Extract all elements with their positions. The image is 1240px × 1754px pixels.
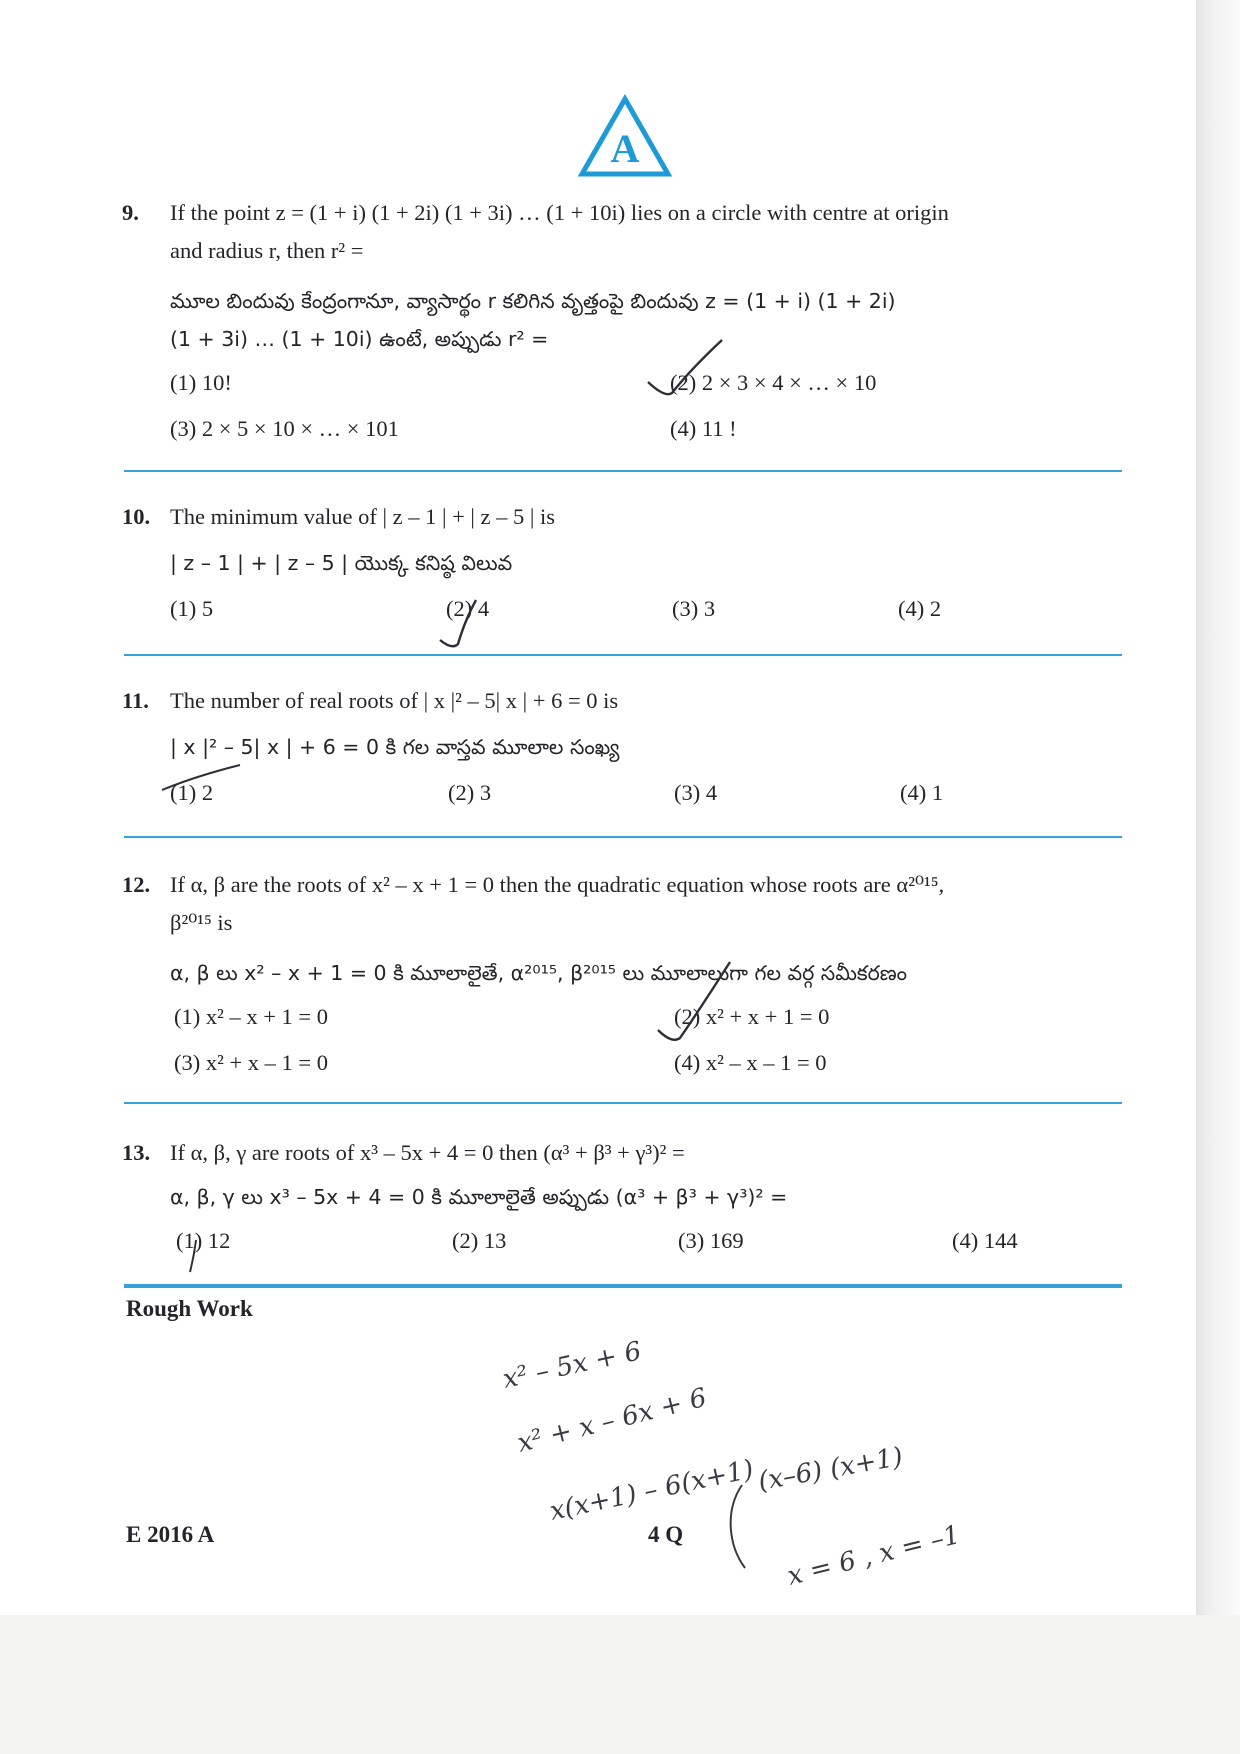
option-3[interactable]: (3) 4 bbox=[674, 780, 718, 805]
option-1[interactable]: (1) 2 bbox=[170, 780, 214, 805]
option-2[interactable]: (2) 3 bbox=[448, 780, 492, 805]
page-edge-shadow bbox=[1196, 0, 1240, 1620]
question-text-te: | x |² – 5| x | + 6 = 0 కి గల వాస్తవ మూలాల సంఖ్య bbox=[170, 735, 620, 759]
question-text-en-cont: and radius r, then r² = bbox=[170, 238, 364, 263]
option-4[interactable]: (4) 144 bbox=[952, 1228, 1018, 1253]
option-3[interactable]: (3) 2 × 5 × 10 × … × 101 bbox=[170, 416, 399, 441]
rough-note: (x–6) (x+1) bbox=[756, 1441, 906, 1497]
question-text-en: If α, β are the roots of x² – x + 1 = 0 then the quadratic equation whose roots are α²⁰¹⁵, bbox=[170, 872, 945, 897]
option-4[interactable]: (4) 1 bbox=[900, 780, 944, 805]
option-2[interactable]: (2) 13 bbox=[452, 1228, 507, 1253]
question-text-en-cont: β²⁰¹⁵ is bbox=[170, 910, 233, 935]
option-3[interactable]: (3) x² + x – 1 = 0 bbox=[174, 1050, 328, 1075]
booklet-code: E 2016 A bbox=[126, 1522, 215, 1547]
option-1[interactable]: (1) x² – x + 1 = 0 bbox=[174, 1004, 328, 1029]
question-text-te: α, β లు x² – x + 1 = 0 కి మూలాలైతే, α²⁰¹⁵, β²⁰¹⁵ లు మూలాలుగా గల వర్గ సమీకరణం bbox=[170, 961, 908, 985]
question-number: 12. bbox=[122, 872, 151, 897]
question-divider bbox=[124, 654, 1122, 656]
booklet-series-badge bbox=[578, 94, 672, 178]
option-4[interactable]: (4) 11 ! bbox=[670, 416, 737, 441]
scanner-background bbox=[0, 1615, 1240, 1754]
option-1[interactable]: (1) 12 bbox=[176, 1228, 231, 1253]
page-number: 4 Q bbox=[648, 1522, 684, 1547]
option-4[interactable]: (4) x² – x – 1 = 0 bbox=[674, 1050, 827, 1075]
option-2[interactable]: (2) 4 bbox=[446, 596, 490, 621]
rough-note: x = 6 , x = –1 bbox=[784, 1519, 964, 1592]
rough-note: x(x+1) – 6(x+1) bbox=[547, 1454, 757, 1527]
question-number: 11. bbox=[122, 688, 149, 713]
option-2[interactable]: (2) x² + x + 1 = 0 bbox=[674, 1004, 830, 1029]
option-3[interactable]: (3) 169 bbox=[678, 1228, 744, 1253]
rough-note: x² – 5x + 6 bbox=[500, 1336, 645, 1395]
question-number: 13. bbox=[122, 1140, 151, 1165]
option-4[interactable]: (4) 2 bbox=[898, 596, 942, 621]
option-2[interactable]: (2) 2 × 3 × 4 × … × 10 bbox=[670, 370, 877, 395]
question-text-en: If the point z = (1 + i) (1 + 2i) (1 + 3i) … (1 + 10i) lies on a circle with centre at origin bbox=[170, 200, 949, 225]
option-1[interactable]: (1) 5 bbox=[170, 596, 214, 621]
question-text-te: α, β, γ లు x³ – 5x + 4 = 0 కి మూలాలైతే అప్పుడు (α³ + β³ + γ³)² = bbox=[170, 1185, 788, 1209]
question-divider bbox=[124, 470, 1122, 472]
question-number: 10. bbox=[122, 504, 151, 529]
option-3[interactable]: (3) 3 bbox=[672, 596, 716, 621]
badge-letter: A bbox=[610, 126, 640, 171]
question-number: 9. bbox=[122, 200, 139, 225]
question-text-te: | z – 1 | + | z – 5 | యొక్క కనిష్ఠ విలువ bbox=[170, 551, 513, 575]
question-divider bbox=[124, 836, 1122, 838]
rough-work-divider bbox=[124, 1284, 1122, 1288]
question-text-te-cont: (1 + 3i) … (1 + 10i) ఉంటే, అప్పుడు r² = bbox=[170, 327, 549, 351]
rough-note: x² + x – 6x + 6 bbox=[514, 1382, 710, 1459]
question-text-te: మూల బిందువు కేంద్రంగానూ, వ్యాసార్థం r కలిగిన వృత్తంపై బిందువు z = (1 + i) (1 + 2i) bbox=[170, 289, 896, 313]
option-1[interactable]: (1) 10! bbox=[170, 370, 232, 395]
rough-work-label: Rough Work bbox=[126, 1296, 253, 1321]
question-text-en: The number of real roots of | x |² – 5| x | + 6 = 0 is bbox=[170, 688, 619, 713]
question-text-en: The minimum value of | z – 1 | + | z – 5 | is bbox=[170, 504, 556, 529]
question-text-en: If α, β, γ are roots of x³ – 5x + 4 = 0 then (α³ + β³ + γ³)² = bbox=[170, 1140, 685, 1165]
question-divider bbox=[124, 1102, 1122, 1104]
